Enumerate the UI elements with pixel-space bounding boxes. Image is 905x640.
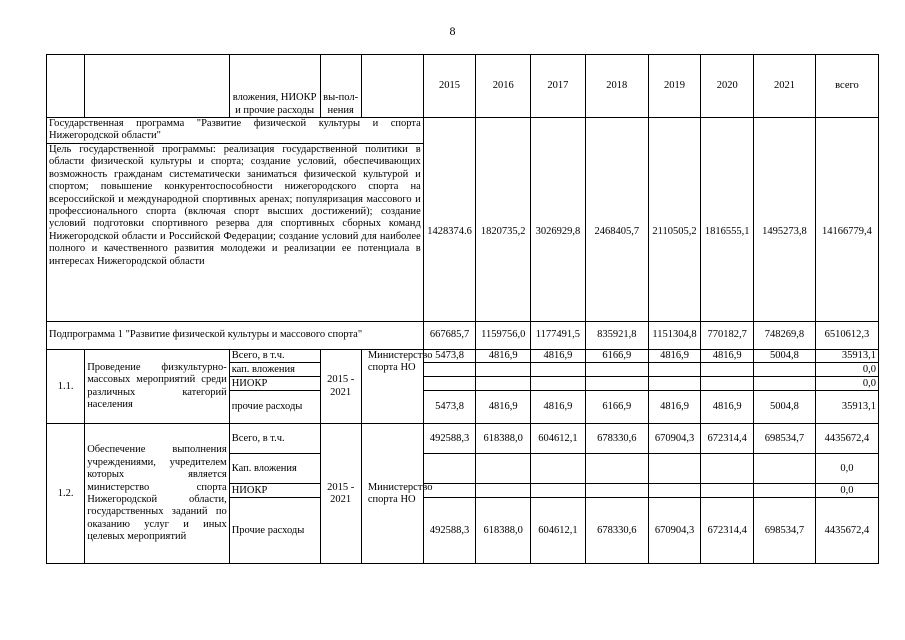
program-value-2015: 1428374.6 [423, 144, 476, 322]
budget-table [46, 54, 879, 564]
program-title: Государственная программа "Развитие физической культуры и спорта Нижегородской области" [47, 118, 424, 144]
row-label: НИОКР [229, 484, 320, 498]
value-cell: 5004,8 [754, 350, 816, 363]
item-name: Обеспечение выполнения учреждениями, учредителем которых является министерство спорта Нижегородской области, государственных заданий по оказанию услуг и иных целевых мероприятий [85, 424, 230, 564]
header-cell-num [47, 55, 85, 118]
page-number: 8 [449, 24, 456, 38]
value-cell: 492588,3 [423, 498, 476, 564]
value-cell: 0,0 [815, 377, 878, 391]
header-year-2021: 2021 [754, 55, 816, 118]
item-period: 2015 - 2021 [320, 424, 361, 564]
value-cell: 0,0 [815, 363, 878, 377]
subprogram-value-2017: 1177491,5 [531, 322, 586, 350]
value-cell: 492588,3 [423, 424, 476, 454]
value-cell: 4435672,4 [815, 424, 878, 454]
program-goal-row [47, 144, 879, 322]
subprogram-value-2019: 1151304,8 [648, 322, 701, 350]
value-cell: 0,0 [815, 484, 878, 498]
value-cell: 0,0 [815, 454, 878, 484]
value-cell: 678330,6 [585, 498, 648, 564]
item-number: 1.2. [47, 424, 85, 564]
row-label: Прочие расходы [229, 498, 320, 564]
table-row [47, 424, 879, 454]
header-year-2017: 2017 [531, 55, 586, 118]
subprogram-value-2015: 667685,7 [423, 322, 476, 350]
row-label: Кап. вложения [229, 454, 320, 484]
header-year-2016: 2016 [476, 55, 531, 118]
table-row [47, 350, 879, 363]
value-cell: 698534,7 [754, 424, 816, 454]
value-cell: 6166,9 [585, 350, 648, 363]
program-value-2020: 1816555,1 [701, 144, 754, 322]
value-cell: 698534,7 [754, 498, 816, 564]
item-number: 1.1. [47, 350, 85, 424]
table-header-row [47, 55, 879, 118]
value-cell: 618388,0 [476, 498, 531, 564]
value-cell: 4816,9 [531, 350, 586, 363]
program-title-row [47, 118, 879, 144]
header-year-2018: 2018 [585, 55, 648, 118]
value-cell: 604612,1 [531, 424, 586, 454]
value-cell: 4816,9 [701, 391, 754, 424]
header-cell-name [85, 55, 230, 118]
value-cell: 5473,8 [423, 391, 476, 424]
value-cell: 5473,8 [423, 350, 476, 363]
subprogram-value-2021: 748269,8 [754, 322, 816, 350]
value-cell: 4816,9 [648, 391, 701, 424]
value-cell: 670904,3 [648, 424, 701, 454]
value-cell: 4816,9 [531, 391, 586, 424]
item-period: 2015 - 2021 [320, 350, 361, 424]
header-total: всего [815, 55, 878, 118]
value-cell: 678330,6 [585, 424, 648, 454]
item-name: Проведение физкультурно-массовых мероприятий среди различных категорий населения [85, 350, 230, 424]
header-year-2015: 2015 [423, 55, 476, 118]
program-value-2016: 1820735,2 [476, 144, 531, 322]
header-cell-executor [361, 55, 423, 118]
value-cell: 672314,4 [701, 424, 754, 454]
row-label: НИОКР [229, 377, 320, 391]
value-cell: 4816,9 [701, 350, 754, 363]
subprogram-value-2018: 835921,8 [585, 322, 648, 350]
subprogram-title: Подпрограмма 1 "Развитие физической культуры и массового спорта" [47, 322, 424, 350]
value-cell: 35913,1 [815, 391, 878, 424]
value-cell: 670904,3 [648, 498, 701, 564]
header-year-2020: 2020 [701, 55, 754, 118]
value-cell: 4435672,4 [815, 498, 878, 564]
subprogram-value-total: 6510612,3 [815, 322, 878, 350]
program-value-2018: 2468405,7 [585, 144, 648, 322]
program-value-2021: 1495273,8 [754, 144, 816, 322]
header-cell-execution: вы-пол-нения [320, 55, 361, 118]
value-cell: 35913,1 [815, 350, 878, 363]
value-cell: 4816,9 [476, 391, 531, 424]
subprogram-value-2020: 770182,7 [701, 322, 754, 350]
program-value-2019: 2110505,2 [648, 144, 701, 322]
program-value-total: 14166779,4 [815, 144, 878, 322]
value-cell: 4816,9 [648, 350, 701, 363]
row-label: Всего, в т.ч. [229, 424, 320, 454]
value-cell: 618388,0 [476, 424, 531, 454]
value-cell: 6166,9 [585, 391, 648, 424]
item-executor: Министерство спорта НО [361, 350, 423, 424]
program-value-2017: 3026929,8 [531, 144, 586, 322]
item-executor: Министерство спорта НО [361, 424, 423, 564]
subprogram-row [47, 322, 879, 350]
header-cell-investments: вложения, НИОКР и прочие расходы [229, 55, 320, 118]
value-cell: 4816,9 [476, 350, 531, 363]
header-year-2019: 2019 [648, 55, 701, 118]
program-goal: Цель государственной программы: реализация государственной политики в области физической культуры и спорта; создание условий, обеспечивающих возможность гражданам систематически заниматься физической культурой и спортом; повышение конкурентоспособности нижегородского спорта на всероссийской и международной спортивных аренах; популяризация массового и профессионального спорта (включая спорт высших достижений); создание условий подготовки спортивного резерва для спортивных сборных команд Нижегородской области и Российской Федерации; создание условий для наиболее полного и качественного развития молодежи и реализации ее потенциала в интересах Нижегородской области [47, 144, 424, 322]
row-label: кап. вложения [229, 363, 320, 377]
row-label: Всего, в т.ч. [229, 350, 320, 363]
value-cell: 5004,8 [754, 391, 816, 424]
value-cell: 672314,4 [701, 498, 754, 564]
value-cell: 604612,1 [531, 498, 586, 564]
subprogram-value-2016: 1159756,0 [476, 322, 531, 350]
row-label: прочие расходы [229, 391, 320, 424]
